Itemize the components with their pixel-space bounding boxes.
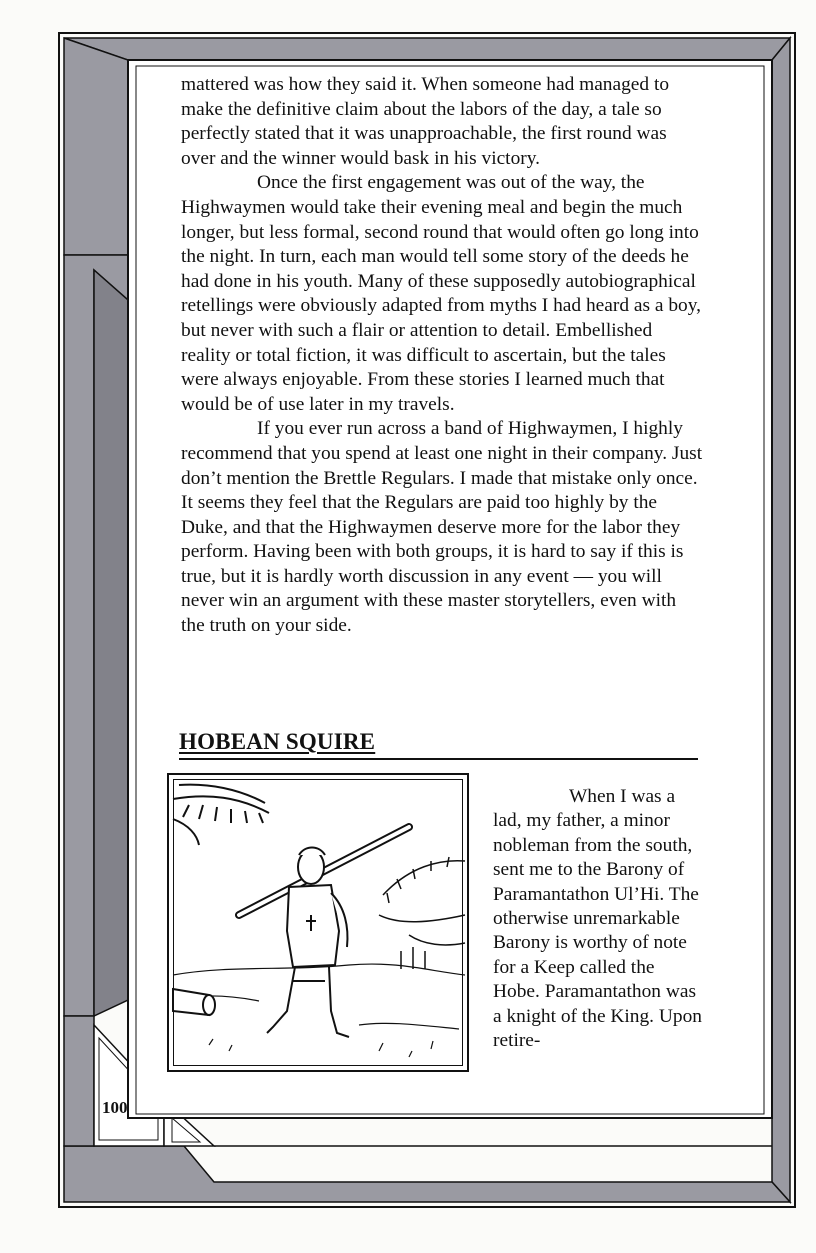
frame-band-left-top [64, 38, 128, 255]
frame-band-top [64, 38, 790, 60]
frame-band-left-shade [94, 270, 128, 1016]
body-text [181, 73, 703, 639]
section-heading: HOBEAN SQUIRE [179, 729, 376, 754]
frame-band-bottom [64, 1146, 790, 1202]
frame-band-right [772, 38, 790, 1202]
page-number: 100 [102, 1098, 128, 1117]
squire-illustration [167, 773, 469, 1072]
section-side-text [493, 785, 703, 1053]
heading-rule [179, 758, 698, 760]
paragraph-3: If you ever run across a band of Highwaymen, I highly recommend that you spend at least one night in their company. Just don’t mention the Brettle Regulars. I made that mistake only once. It seems they feel that the Regulars are paid too highly by the Duke, and that the Highwaymen deserve more for the labor they perform. Having been with both groups, it is hard to say if this is true, but it is hardly worth discussion in any event — you will never win an argument with these master storytellers, even with the truth on your side. [181, 418, 703, 637]
squire-drawing [169, 775, 467, 1070]
side-paragraph: When I was a lad, my father, a minor nobleman from the south, sent me to the Barony of Paramantathon Ul’Hi. The otherwise unremarkable Barony is worthy of note for a Keep called the Hobe. Paramantathon was a knight of the King. Upon retire- [493, 786, 702, 1052]
paragraph-2: Once the first engagement was out of the way, the Highwaymen would take their evening meal and begin the much longer, but less formal, second round that would often go long into the night. In turn, each man would tell some story of the deeds he had done in his youth. Many of these supposedly autobiographical retellings were obviously adapted from myths I had heard as a boy, but never with such a flair or attention to detail. Embellished reality or total fiction, it was difficult to ascertain, but the tales were always enjoyable. From these stories I learned much that would be of use later in my travels. [181, 172, 701, 415]
paragraph-1: mattered was how they said it. When someone had managed to make the definitive claim about the labors of the day, a tale so perfectly stated that it was unapproachable, the first round was over and the winner would bask in his victory. [181, 74, 670, 169]
frame-band-left-bottom [64, 1016, 94, 1146]
